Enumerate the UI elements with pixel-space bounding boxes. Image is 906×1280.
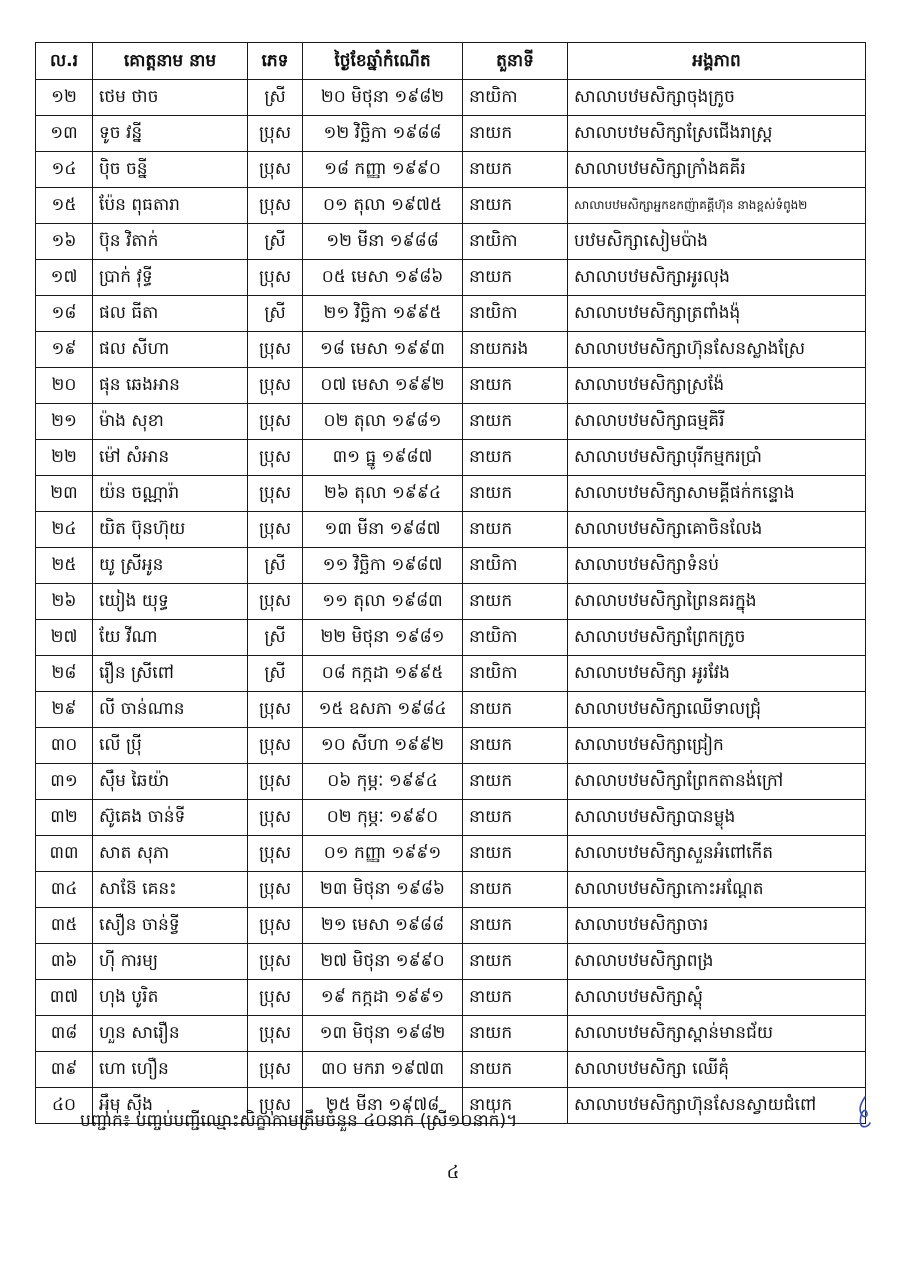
cell-number: ២៨ bbox=[36, 656, 93, 692]
cell-number: ២៧ bbox=[36, 620, 93, 656]
cell-number: ៣៥ bbox=[36, 908, 93, 944]
cell-name: អុឹម ស៊ីង bbox=[93, 1088, 248, 1124]
cell-sex: ប្រុស bbox=[248, 260, 303, 296]
cell-role: នាយិកា bbox=[463, 224, 568, 260]
table-body bbox=[36, 80, 866, 1124]
cell-sex: ប្រុស bbox=[248, 440, 303, 476]
cell-institution: សាលាបឋមសិក្សាអូរលុង bbox=[568, 260, 866, 296]
cell-institution: សាលាបឋមសិក្សាចារ bbox=[568, 908, 866, 944]
cell-dob: ១៣ មីនា ១៩៨៧ bbox=[303, 512, 463, 548]
cell-institution: សាលាបឋមសិក្សាគោចិនលែង bbox=[568, 512, 866, 548]
cell-institution: សាលាបឋមសិក្សា អូរវែង bbox=[568, 656, 866, 692]
cell-name: ម៉ាង សុខា bbox=[93, 404, 248, 440]
cell-role: នាយក bbox=[463, 728, 568, 764]
cell-institution: សាលាបឋមសិក្សាចុងក្រូច bbox=[568, 80, 866, 116]
table-row bbox=[36, 260, 866, 296]
cell-institution: សាលាបឋមសិក្សាកោះអណ្ដែត bbox=[568, 872, 866, 908]
cell-name: លី ចាន់ណាន bbox=[93, 692, 248, 728]
cell-number: ១៣ bbox=[36, 116, 93, 152]
table-row bbox=[36, 368, 866, 404]
table-row bbox=[36, 800, 866, 836]
table-row bbox=[36, 224, 866, 260]
cell-institution: សាលាបឋមសិក្សាបានម្លុង bbox=[568, 800, 866, 836]
cell-number: ១៧ bbox=[36, 260, 93, 296]
cell-institution: សាលាបឋមសិក្សាស្ពាន់មានជ័យ bbox=[568, 1016, 866, 1052]
cell-sex: ប្រុស bbox=[248, 908, 303, 944]
cell-dob: ១០ សីហា ១៩៩២ bbox=[303, 728, 463, 764]
cell-sex: ស្រី bbox=[248, 548, 303, 584]
cell-number: ១៩ bbox=[36, 332, 93, 368]
cell-sex: ប្រុស bbox=[248, 116, 303, 152]
handwritten-initial-mark bbox=[853, 1095, 875, 1129]
cell-dob: ២៦ តុលា ១៩៩៤ bbox=[303, 476, 463, 512]
header-role: តួនាទី bbox=[463, 43, 568, 80]
cell-dob: ០២ តុលា ១៩៨១ bbox=[303, 404, 463, 440]
table-row bbox=[36, 764, 866, 800]
cell-institution: សាលាបឋមសិក្សាអ្នកឧកញ៉ាគគ្គីហ៊ុន នាងខ្ពស់ទំពូង២ bbox=[568, 188, 866, 224]
cell-dob: ១៩ កក្កដា ១៩៩១ bbox=[303, 980, 463, 1016]
cell-sex: ស្រី bbox=[248, 80, 303, 116]
cell-role: នាយក bbox=[463, 476, 568, 512]
cell-dob: ០១ តុលា ១៩៧៥ bbox=[303, 188, 463, 224]
cell-sex: ប្រុស bbox=[248, 584, 303, 620]
cell-name: សឿន ចាន់ទ្វី bbox=[93, 908, 248, 944]
cell-name: ផុន ឆេងអាន bbox=[93, 368, 248, 404]
cell-sex: ប្រុស bbox=[248, 188, 303, 224]
cell-number: ៣០ bbox=[36, 728, 93, 764]
cell-sex: ប្រុស bbox=[248, 1016, 303, 1052]
table-row bbox=[36, 728, 866, 764]
cell-institution: សាលាបឋមសិក្សាឈើទាលជ្រុំ bbox=[568, 692, 866, 728]
cell-number: ២៩ bbox=[36, 692, 93, 728]
header-name: គោត្តនាម នាម bbox=[93, 43, 248, 80]
cell-name: ហោ ហឿន bbox=[93, 1052, 248, 1088]
cell-name: សាន៊ែ គេនះ bbox=[93, 872, 248, 908]
cell-name: ប្រាក់ វុទ្ធី bbox=[93, 260, 248, 296]
cell-role: នាយក bbox=[463, 980, 568, 1016]
table-row bbox=[36, 656, 866, 692]
cell-dob: ៣១ ធ្នូ ១៩៨៧ bbox=[303, 440, 463, 476]
cell-dob: ២៣ មិថុនា ១៩៨៦ bbox=[303, 872, 463, 908]
cell-name: យៀង យុទ្ធ bbox=[93, 584, 248, 620]
cell-sex: ប្រុស bbox=[248, 872, 303, 908]
cell-name: ម៉ៅ សំអាន bbox=[93, 440, 248, 476]
cell-role: នាយក bbox=[463, 764, 568, 800]
cell-name: ប៊ុន វិតាក់ bbox=[93, 224, 248, 260]
table-row bbox=[36, 548, 866, 584]
table-row bbox=[36, 440, 866, 476]
cell-name: សាត សុភា bbox=[93, 836, 248, 872]
table-row bbox=[36, 1016, 866, 1052]
cell-dob: ០២ កុម្ភៈ ១៩៩០ bbox=[303, 800, 463, 836]
cell-number: ៣៨ bbox=[36, 1016, 93, 1052]
cell-sex: ប្រុស bbox=[248, 512, 303, 548]
cell-role: នាយក bbox=[463, 908, 568, 944]
cell-dob: ២៥ មីនា ១៩៧៨ bbox=[303, 1088, 463, 1124]
cell-dob: ០៧ មេសា ១៩៩២ bbox=[303, 368, 463, 404]
cell-sex: ប្រុស bbox=[248, 728, 303, 764]
cell-number: ៣៣ bbox=[36, 836, 93, 872]
cell-institution: បឋមសិក្សាសៀមប៉ាង bbox=[568, 224, 866, 260]
footnote: បញ្ជាក់៖ បញ្ចប់បញ្ជីឈ្មោះសិក្ខាកាមត្រឹមចំនួន ៤០នាក់ (ស្រី១០នាក់)។ bbox=[80, 1111, 518, 1131]
cell-institution: សាលាបឋមសិក្សាស្រែជើងរាស្ត្រ bbox=[568, 116, 866, 152]
cell-name: យូ ស្រីអូន bbox=[93, 548, 248, 584]
cell-dob: ២០ មិថុនា ១៩៨២ bbox=[303, 80, 463, 116]
cell-role: នាយក bbox=[463, 116, 568, 152]
table-row bbox=[36, 620, 866, 656]
cell-name: ទូច វន្នី bbox=[93, 116, 248, 152]
cell-dob: ១២ វិច្ឆិកា ១៩៨៨ bbox=[303, 116, 463, 152]
cell-name: ប៉ិច ចន្នី bbox=[93, 152, 248, 188]
table-row bbox=[36, 188, 866, 224]
cell-institution: សាលាបឋមសិក្សាព្រែកក្រូច bbox=[568, 620, 866, 656]
cell-institution: សាលាបឋមសិក្សាសួនអំពៅកើត bbox=[568, 836, 866, 872]
cell-sex: ស្រី bbox=[248, 296, 303, 332]
cell-number: ៣២ bbox=[36, 800, 93, 836]
cell-institution: សាលាបឋមសិក្សាបុរីកម្មករប្រាំ bbox=[568, 440, 866, 476]
table-row bbox=[36, 1052, 866, 1088]
cell-institution: សាលាបឋមសិក្សាត្រពាំងង៉ុ bbox=[568, 296, 866, 332]
cell-name: ហុង បូរិត bbox=[93, 980, 248, 1016]
cell-role: នាយក bbox=[463, 188, 568, 224]
cell-dob: ០៨ កក្កដា ១៩៩៥ bbox=[303, 656, 463, 692]
cell-sex: ប្រុស bbox=[248, 1088, 303, 1124]
cell-institution: សាលាបឋមសិក្សាព្រែកតានង់ក្រៅ bbox=[568, 764, 866, 800]
cell-role: នាយិកា bbox=[463, 80, 568, 116]
cell-dob: ១៨ កញ្ញា ១៩៩០ bbox=[303, 152, 463, 188]
cell-name: យែ វីណា bbox=[93, 620, 248, 656]
cell-name: ស៊ូគេង ចាន់ទី bbox=[93, 800, 248, 836]
cell-sex: ប្រុស bbox=[248, 944, 303, 980]
table-row bbox=[36, 908, 866, 944]
table-row bbox=[36, 944, 866, 980]
cell-sex: ប្រុស bbox=[248, 368, 303, 404]
cell-institution: សាលាបឋមសិក្សាព្រៃនគរក្នុង bbox=[568, 584, 866, 620]
cell-institution: សាលាបឋមសិក្សាស្រង៉ែ bbox=[568, 368, 866, 404]
cell-sex: ប្រុស bbox=[248, 800, 303, 836]
cell-institution: សាលាបឋមសិក្សាសាមគ្គីផក់កន្ទោង bbox=[568, 476, 866, 512]
cell-dob: ០១ កញ្ញា ១៩៩១ bbox=[303, 836, 463, 872]
header-institution: អង្គភាព bbox=[568, 43, 866, 80]
cell-dob: ១៨ មេសា ១៩៩៣ bbox=[303, 332, 463, 368]
cell-number: ២០ bbox=[36, 368, 93, 404]
table-header-row bbox=[36, 43, 866, 80]
table-row bbox=[36, 332, 866, 368]
table-row bbox=[36, 836, 866, 872]
cell-sex: ប្រុស bbox=[248, 1052, 303, 1088]
table-row bbox=[36, 980, 866, 1016]
cell-number: ៣៤ bbox=[36, 872, 93, 908]
header-sex: ភេទ bbox=[248, 43, 303, 80]
cell-number: ១៨ bbox=[36, 296, 93, 332]
cell-name: ហួន សារឿន bbox=[93, 1016, 248, 1052]
cell-role: នាយក bbox=[463, 692, 568, 728]
cell-role: នាយក bbox=[463, 1052, 568, 1088]
cell-number: ៣៩ bbox=[36, 1052, 93, 1088]
cell-sex: ប្រុស bbox=[248, 692, 303, 728]
cell-sex: ប្រុស bbox=[248, 476, 303, 512]
cell-institution: សាលាបឋមសិក្សាក្រាំងគគីរ bbox=[568, 152, 866, 188]
cell-role: នាយក bbox=[463, 1088, 568, 1124]
table-row bbox=[36, 692, 866, 728]
cell-institution: សាលាបឋមសិក្សាពង្រ bbox=[568, 944, 866, 980]
cell-role: នាយិកា bbox=[463, 620, 568, 656]
cell-number: ២៣ bbox=[36, 476, 93, 512]
cell-sex: ស្រី bbox=[248, 656, 303, 692]
cell-sex: ប្រុស bbox=[248, 152, 303, 188]
cell-dob: ១១ វិច្ឆិកា ១៩៨៧ bbox=[303, 548, 463, 584]
cell-role: នាយក bbox=[463, 944, 568, 980]
cell-number: ៣៧ bbox=[36, 980, 93, 1016]
cell-number: ២៤ bbox=[36, 512, 93, 548]
table-row bbox=[36, 872, 866, 908]
cell-number: ២២ bbox=[36, 440, 93, 476]
table-row bbox=[36, 152, 866, 188]
table-row bbox=[36, 512, 866, 548]
table-row bbox=[36, 476, 866, 512]
table-row bbox=[36, 296, 866, 332]
cell-role: នាយក bbox=[463, 152, 568, 188]
cell-name: ហ៊ី ការម្យ bbox=[93, 944, 248, 980]
header-dob: ថ្ងៃខែឆ្នាំកំណើត bbox=[303, 43, 463, 80]
cell-dob: ០៥ មេសា ១៩៨៦ bbox=[303, 260, 463, 296]
cell-number: ១៤ bbox=[36, 152, 93, 188]
cell-role: នាយិកា bbox=[463, 296, 568, 332]
cell-name: ថេម ថាច bbox=[93, 80, 248, 116]
header-number: ល.រ bbox=[36, 43, 93, 80]
cell-role: នាយក bbox=[463, 260, 568, 296]
cell-sex: ស្រី bbox=[248, 224, 303, 260]
cell-sex: ប្រុស bbox=[248, 980, 303, 1016]
cell-sex: ប្រុស bbox=[248, 332, 303, 368]
table-row bbox=[36, 404, 866, 440]
cell-dob: ២១ វិច្ឆិកា ១៩៩៥ bbox=[303, 296, 463, 332]
cell-name: ស៊ឹម ឆៃយ៉ា bbox=[93, 764, 248, 800]
cell-dob: ២៧ មិថុនា ១៩៩០ bbox=[303, 944, 463, 980]
cell-name: លើ ប្រុី bbox=[93, 728, 248, 764]
cell-institution: សាលាបឋមសិក្សាទំនប់ bbox=[568, 548, 866, 584]
cell-number: ២១ bbox=[36, 404, 93, 440]
cell-dob: ១៥ ឧសភា ១៩៨៤ bbox=[303, 692, 463, 728]
cell-sex: ប្រុស bbox=[248, 836, 303, 872]
cell-role: នាយក bbox=[463, 800, 568, 836]
cell-role: នាយក bbox=[463, 836, 568, 872]
cell-number: ១២ bbox=[36, 80, 93, 116]
table-row bbox=[36, 80, 866, 116]
cell-sex: ប្រុស bbox=[248, 764, 303, 800]
cell-institution: សាលាបឋមសិក្សាធម្មគិរី bbox=[568, 404, 866, 440]
cell-number: ៣១ bbox=[36, 764, 93, 800]
cell-role: នាយក bbox=[463, 440, 568, 476]
cell-name: យិត ប៊ុនហ៊ុយ bbox=[93, 512, 248, 548]
cell-dob: ១១ តុលា ១៩៨៣ bbox=[303, 584, 463, 620]
cell-institution: សាលាបឋមសិក្សាហ៊ុនសែនស្វាយជំពៅ bbox=[568, 1088, 866, 1124]
cell-sex: ស្រី bbox=[248, 620, 303, 656]
cell-number: ១៦ bbox=[36, 224, 93, 260]
cell-role: នាយក bbox=[463, 368, 568, 404]
cell-dob: ០៦ កុម្ភៈ ១៩៩៤ bbox=[303, 764, 463, 800]
cell-role: នាយិកា bbox=[463, 656, 568, 692]
cell-name: យ៉ន ចណ្ណារ៉ា bbox=[93, 476, 248, 512]
cell-role: នាយិកា bbox=[463, 548, 568, 584]
cell-number: ៤០ bbox=[36, 1088, 93, 1124]
cell-name: ប៉ែន ពុធតារា bbox=[93, 188, 248, 224]
cell-dob: ១២ មីនា ១៩៨៨ bbox=[303, 224, 463, 260]
cell-number: ២៦ bbox=[36, 584, 93, 620]
table-row bbox=[36, 584, 866, 620]
cell-role: នាយក bbox=[463, 584, 568, 620]
cell-role: នាយករង bbox=[463, 332, 568, 368]
cell-role: នាយក bbox=[463, 404, 568, 440]
table-row bbox=[36, 116, 866, 152]
cell-institution: សាលាបឋមសិក្សាស្ពុំ bbox=[568, 980, 866, 1016]
cell-dob: ៣០ មករា ១៩៧៣ bbox=[303, 1052, 463, 1088]
cell-role: នាយក bbox=[463, 872, 568, 908]
cell-number: ១៥ bbox=[36, 188, 93, 224]
cell-institution: សាលាបឋមសិក្សា ឈើគុំ bbox=[568, 1052, 866, 1088]
cell-dob: ១៣ មិថុនា ១៩៨២ bbox=[303, 1016, 463, 1052]
participants-table bbox=[35, 42, 866, 1124]
cell-number: ២៥ bbox=[36, 548, 93, 584]
cell-dob: ២១ មេសា ១៩៨៨ bbox=[303, 908, 463, 944]
page-number: ៤ bbox=[446, 1162, 460, 1183]
cell-name: រឿន ស្រីពៅ bbox=[93, 656, 248, 692]
cell-role: នាយក bbox=[463, 1016, 568, 1052]
cell-name: ផល ធីតា bbox=[93, 296, 248, 332]
cell-name: ផល សីហា bbox=[93, 332, 248, 368]
cell-sex: ប្រុស bbox=[248, 404, 303, 440]
cell-dob: ២២ មិថុនា ១៩៨១ bbox=[303, 620, 463, 656]
cell-role: នាយក bbox=[463, 512, 568, 548]
cell-institution: សាលាបឋមសិក្សាហ៊ុនសែនស្លាងស្រែ bbox=[568, 332, 866, 368]
cell-number: ៣៦ bbox=[36, 944, 93, 980]
cell-institution: សាលាបឋមសិក្សាជ្រៀក bbox=[568, 728, 866, 764]
